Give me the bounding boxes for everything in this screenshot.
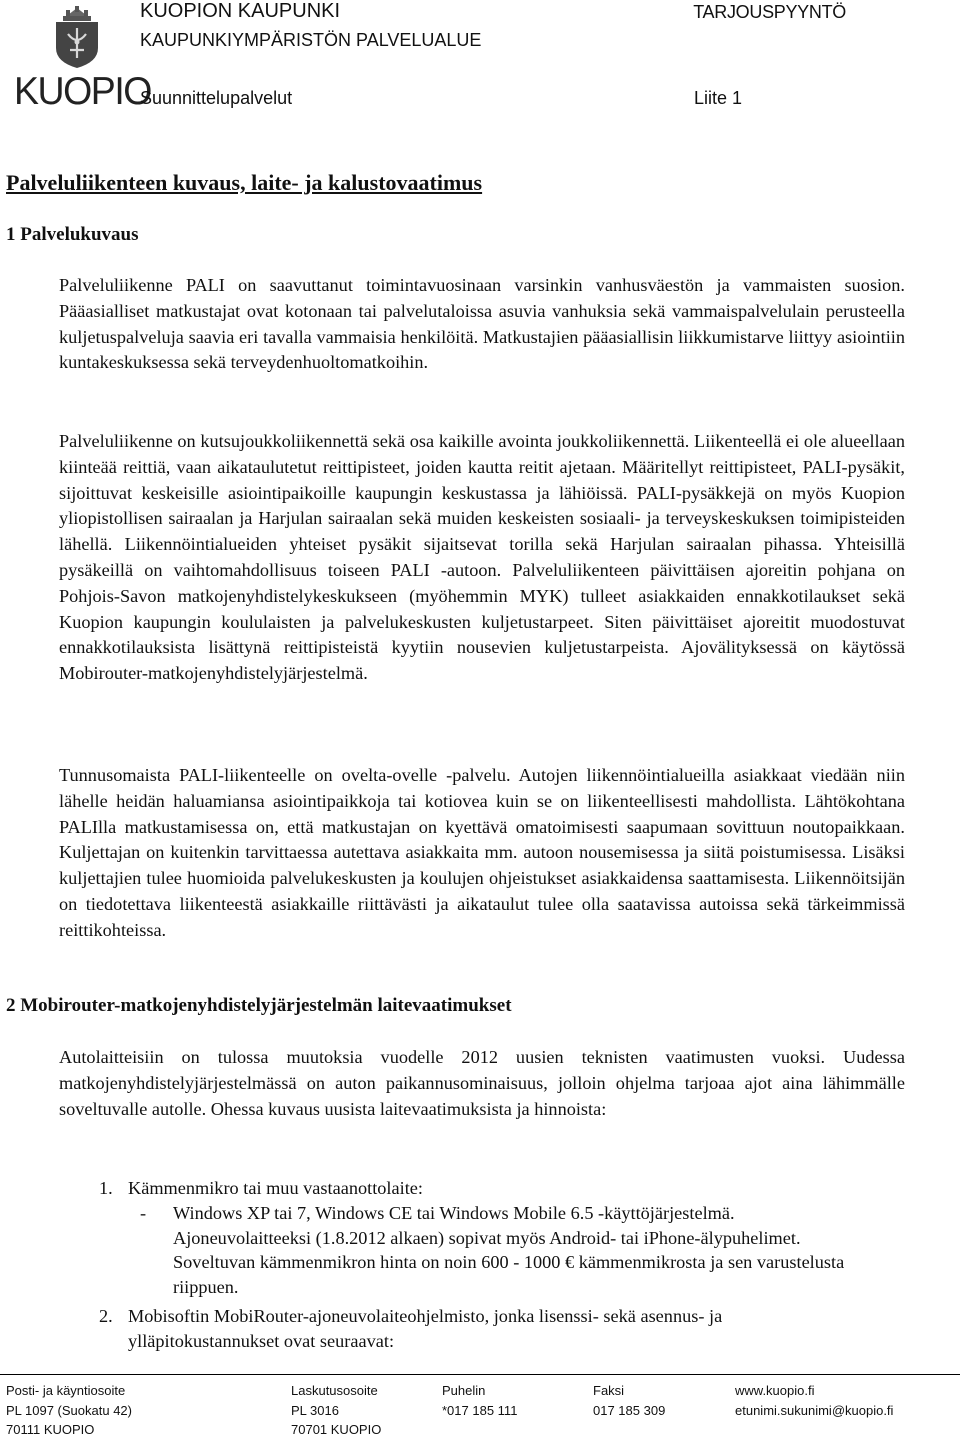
section-2-paragraph-1: Autolaitteisiin on tulossa muutoksia vuodelle 2012 uusien teknisten vaatimusten vuoksi. Uudessa matkojenyhdistelyjärjestelmässä on auton paikannusominaisuus, jolloin ohjelma tarjoaa ajot aina lähimmälle soveltuvalle autolle. Ohessa kuvaus uusista laitevaatimuksista ja hinnoista: bbox=[59, 1047, 905, 1119]
organization-name: KUOPION KAUPUNKI bbox=[140, 0, 341, 22]
footer-email-link[interactable]: etunimi.sukunimi@kuopio.fi bbox=[735, 1403, 894, 1418]
list-item-text: Kämmenmikro tai muu vastaanottolaite: bbox=[128, 1178, 423, 1198]
footer-divider bbox=[0, 1374, 960, 1375]
coat-of-arms-icon bbox=[52, 4, 102, 70]
section-1-paragraph-2: Palveluliikenne on kutsujoukkoliikennettä sekä osa kaikille avointa joukkoliikennettä. Liikenteellä ei ole alueellaan kiinteää reittiä, vaan aikataulutetut reittipisteet, joiden kautta reitit ajetaan. Määritellyt reittipisteet, PALI-pysäkit, sijoittuvat keskeisille asiointipaikoille kaupungin keskustassa ja lähiöissä. PALI-pysäkkejä on myös Kuopion yliopistollisen sairaalan ja Harjulan sairaalan sekä muiden keskeisten sosiaali- ja terveyskeskuksen toimipisteiden lähellä. Liikennöintialueiden yhteiset pysäkit sijaitsevat torilla sekä Harjulan sairaalan pihassa. Yhteisillä pysäkeillä on vaihtomahdollisuus toiseen PALI -autoon. Palveluliikenteen päivittäisen ajoreitin pohjana on Pohjois-Savon matkojenyhdistelykeskukseen (myöhemmin MYK) tulleet asiakkaiden ennakkotilaukset sekä Kuopion kaupungin koululaisten ja palvelukeskusten kuljetustarpeet. Siten päivittäiset ajoreitit muodostuvat ennakkotilauksista lisättynä reittipisteistä kyytiin nousevien kuljetustarpeista. Ajovälityksessä on käytössä Mobirouter-matkojenyhdistelyjärjestelmä. bbox=[59, 431, 905, 684]
logo-wordmark: KUOPIO bbox=[14, 70, 151, 113]
department-name: KAUPUNKIYMPÄRISTÖN PALVELUALUE bbox=[140, 30, 482, 50]
list-item-number: 2. bbox=[99, 1306, 113, 1326]
sub-item-text: Windows XP tai 7, Windows CE tai Windows Mobile 6.5 -käyttöjärjestelmä. Ajoneuvolaitteeksi (1.8.2012 alkaen) sopivat myös Android- tai iPhone-älypuhelimet. Soveltuvan kämmenmikron hinta on noin 600 - 1000 € kämmenmikrosta ja sen varustelusta riippuen. bbox=[173, 1203, 845, 1297]
footer-phone-label: Puhelin bbox=[442, 1383, 486, 1398]
footer-fax-label: Faksi bbox=[593, 1383, 625, 1398]
section-2-heading: 2 Mobirouter-matkojenyhdistelyjärjestelmän laitevaatimukset bbox=[6, 995, 512, 1016]
footer-billing-line2: 70701 KUOPIO bbox=[291, 1422, 382, 1437]
footer-billing-line1: PL 3016 bbox=[291, 1403, 339, 1418]
footer-billing-label: Laskutusosoite bbox=[291, 1383, 378, 1398]
footer-postal-label: Posti- ja käyntiosoite bbox=[6, 1383, 126, 1398]
section-1-paragraph-3: Tunnusomaista PALI-liikenteelle on ovelta-ovelle -palvelu. Autojen liikennöintialueilla asiakkaat viedään niin lähelle heidän haluamiansa asiointipaikkoja tai kotiovea kuin se on liikenteellisesti mahdollista. Lähtökohtana PALIlla matkustamisessa on, että matkustajan on kyettävä omatoimisesti saapumaan sovittuun noutopaikkaan. Kuljettajan on kuitenkin tarvittaessa autettava asiakkaita mm. autoon nousemisessa ja siitä poistumisessa. Lisäksi kuljettajien tulee huomioida palvelukeskusten ja koulujen ohjeistukset asiakkaidensa saattamisesta. Liikennöitsijän on tiedotettava liikenteestä asiakkaille riittävästi ja aikataulut tulee olla saatavissa autoissa sekä tärkeimmissä reittikohteissa. bbox=[59, 765, 905, 940]
footer-phone-number: *017 185 111 bbox=[442, 1403, 518, 1418]
section-1-paragraph-1: Palveluliikenne PALI on saavuttanut toimintavuosinaan varsinkin vanhusväestön ja vammaisten suosion. Pääasialliset matkustajat ovat kotonaan tai palvelutaloissa asuvia vanhuksia sekä vammaispalvelulain perusteella kuljetuspalveluja saavia eri tavalla vammaisia henkilöitä. Matkustajien pääasiallisin liikkumistarve liittyy asiointiin kuntakeskuksessa sekä terveydenhuoltomatkoihin. bbox=[59, 275, 905, 373]
section-1-heading: 1 Palvelukuvaus bbox=[6, 224, 139, 245]
list-item-text: Mobisoftin MobiRouter-ajoneuvolaiteohjelmisto, jonka lisenssi- sekä asennus- ja ylläpitokustannukset ovat seuraavat: bbox=[128, 1306, 723, 1351]
sub-item-marker: - bbox=[140, 1203, 147, 1223]
kuopio-logo bbox=[14, 4, 151, 114]
unit-name: Suunnittelupalvelut bbox=[140, 88, 293, 108]
footer-fax-number: 017 185 309 bbox=[593, 1403, 666, 1418]
attachment-label: Liite 1 bbox=[694, 88, 743, 108]
list-item-number: 1. bbox=[99, 1178, 113, 1198]
footer-website-link[interactable]: www.kuopio.fi bbox=[735, 1383, 815, 1398]
footer-postal-line1: PL 1097 (Suokatu 42) bbox=[6, 1403, 132, 1418]
document-type: TARJOUSPYYNTÖ bbox=[693, 2, 846, 22]
footer-postal-line2: 70111 KUOPIO bbox=[6, 1422, 95, 1437]
document-title: Palveluliikenteen kuvaus, laite- ja kalustovaatimus bbox=[6, 170, 483, 195]
